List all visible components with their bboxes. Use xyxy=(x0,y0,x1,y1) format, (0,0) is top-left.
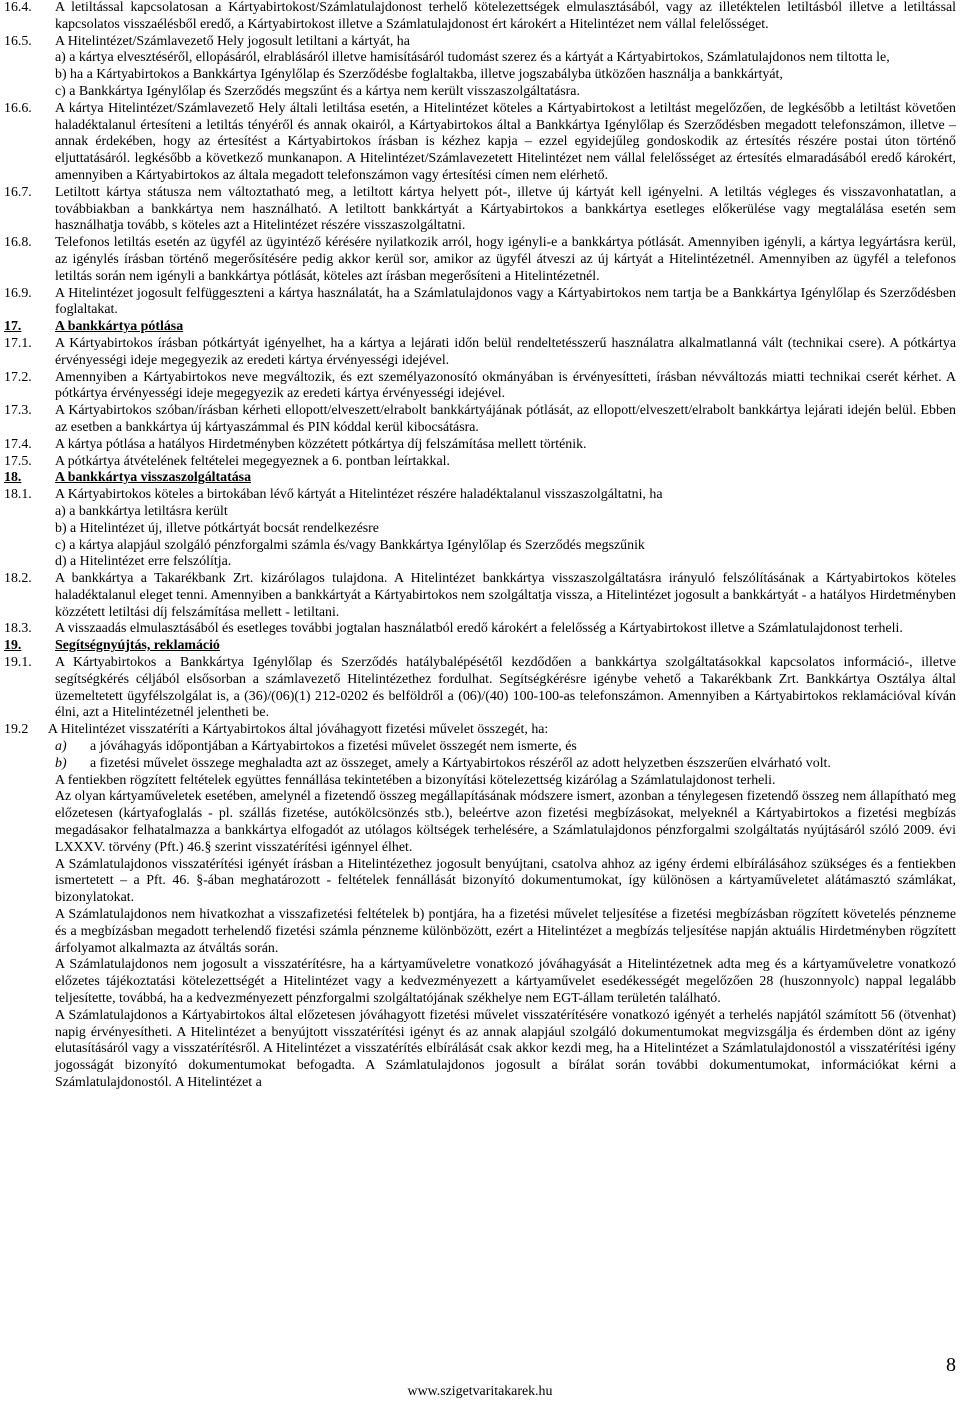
paragraph-text: Telefonos letiltás esetén az ügyfél az ügyintéző kérésére nyilatkozik arról, hogy igényli-e a bankkártya pótlását. Amennyiben igényli, a kártya legyártásra kerül, az igénylés írásban történő megerősítésére pedig akkor kerül sor, amikor az ügyfél átveszi az új kártyát a Hitelintézetnél. Amennyiben az ügyfél a telefonos letiltás során nem igényli a bankkártya pótlását, köteles azt írásban megerősíteni a Hitelintézetnél. xyxy=(55,235,956,284)
paragraph-19-2-text-3 xyxy=(0,857,960,907)
section-number: 19.2 xyxy=(4,722,29,738)
section-number: 18.3. xyxy=(4,621,32,637)
paragraph-19-2-text-5 xyxy=(0,957,960,1007)
section-number: 17.5. xyxy=(4,453,32,469)
section-heading-17 xyxy=(0,319,960,336)
section-number: 17. xyxy=(4,319,22,335)
section-number: 19. xyxy=(4,638,22,654)
paragraph-17-2 xyxy=(0,370,960,404)
list-text: a fizetési művelet összege meghaladta azt az összeget, amely a Kártyabirtokos részéről az adott helyzetben észszerűen elvárható volt. xyxy=(90,755,831,771)
paragraph-text: A Kártyabirtokos szóban/írásban kérheti ellopott/elveszett/elrabolt bankkártyájának pótlását, az ellopott/elveszett/elrabolt bankkártya lejárati idején belül. Ebben az esetben a bankkártya új kártyaszámmal és PIN kóddal kerül kibocsátásra. xyxy=(55,403,956,435)
list-item-c: c) a Bankkártya Igénylőlap és Szerződés megszűnt és a kártya nem került visszaszolgáltatásra. xyxy=(55,83,580,99)
paragraph-text: A Hitelintézet jogosult felfüggeszteni a kártya használatát, ha a Számlatulajdonos vagy a Kártyabirtokos nem tartja be a Bankkártya Igénylőlap és Szerződésben foglaltakat. xyxy=(55,285,956,318)
section-number: 17.1. xyxy=(4,335,32,351)
paragraph-text: A kártya Hitelintézet/Számlavezető Hely általi letiltása esetén, a Hitelintézet köteles a Kártyabirtokost a letiltást megelőzően, de legkésőbb a letiltást követően haladéktalanul értesíteni a letiltás tényéről és annak okairól, a Kártyabirtokos által a Bankkártya Igénylőlap és Szerződésben megadott telefonszámon, illetve – annak érdekében, hogy az értesítést a Kártyabirtokos írásban is kézhez kapja – ezzel egyidejűleg gondoskodik az értesítés részére postai úton történő eljuttatásáról. legkésőbb a következő munkanapon. A Hitelintézet/Számlavezetett Hitelintézet nem vállal felelősséget az értesítés elmaradásából eredő károkért, amennyiben a Kártyabirtokos az általa megadott telefonszámon vagy értesítési címen nem elérhető. xyxy=(55,100,956,183)
paragraph-text: A Számlatulajdonos a Kártyabirtokos által előzetesen jóváhagyott fizetési művelet visszatérítésére vonatkozó igényét a terhelés napjától számított 56 (ötvenhat) napig érvényesítheti. A Hitelintézet a benyújtott visszatérítési igényt és az annak alapjául szolgáló dokumentumokat megvizsgálja és érdemben dönt az igény elutasításáról vagy a visszatérítésről. A Hitelintézet a visszatérítés elbírálását csak akkor kezdi meg, ha a Hitelintézet a Számlatulajdonostól a visszatérítési igény jogosságát bizonyító dokumentumokat befogadta. A Számlatulajdonos jogosult a bírálat során további dokumentumokat, információkat kérni a Számlatulajdonostól. A Hitelintézet a xyxy=(55,1007,956,1090)
paragraph-17-5 xyxy=(0,454,960,471)
paragraph-18-2 xyxy=(0,571,960,621)
paragraph-text: A bankkártya a Takarékbank Zrt. kizárólagos tulajdona. A Hitelintézet bankkártya visszaszolgáltatásra irányuló felszólításának a Kártyabirtokos köteles haladéktalanul eleget tenni. Amennyiben a bankkártyát a Kártyabirtokos nem szolgáltatja vissza, a Hitelintézet jogosult a bankkártyát - a hatályos Hirdetményben közzétett letiltási díj felszámítása mellett - letiltani. xyxy=(55,571,956,620)
page-number: 8 xyxy=(946,1354,956,1376)
section-title: Segítségnyújtás, reklamáció xyxy=(55,638,220,654)
paragraph-text: Amennyiben a Kártyabirtokos neve megváltozik, és ezt személyazonosító okmányában is érvényesítteti, írásban névváltozás miatti technikai cserét kérhet. A pótkártya érvényességi ideje megegyezik az eredeti kártya érvényességi idejével. xyxy=(55,369,956,402)
section-title: A bankkártya pótlása xyxy=(55,319,184,335)
paragraph-text: A pótkártya átvételének feltételei megegyeznek a 6. pontban leírtakkal. xyxy=(55,453,450,469)
paragraph-text: A Hitelintézet visszatéríti a Kártyabirtokos által jóváhagyott fizetési művelet összegét, ha: xyxy=(48,722,549,738)
list-text: a jóváhagyás időpontjában a Kártyabirtokos a fizetési művelet összegét nem ismerte, és xyxy=(90,739,577,755)
section-number: 17.2. xyxy=(4,369,32,385)
section-number: 16.8. xyxy=(4,235,32,251)
section-number: 17.4. xyxy=(4,436,32,452)
list-label: b) xyxy=(55,755,67,771)
paragraph-19-2-text-2 xyxy=(0,789,960,856)
paragraph-19-2-text-4 xyxy=(0,907,960,957)
paragraph-text: A Kártyabirtokos köteles a birtokában lévő kártyát a Hitelintézet részére haladéktalanul visszaszolgáltatni, ha xyxy=(55,487,663,503)
list-item-c: c) a kártya alapjául szolgáló pénzforgalmi számla és/vagy Bankkártya Igénylőlap és Szerződés megszűnik xyxy=(55,537,645,553)
section-number: 18. xyxy=(4,470,22,486)
paragraph-text: A Számlatulajdonos nem jogosult a visszatérítésre, ha a kártyaműveletre vonatkozó jóváhagyását a Hitelintézetnek adta meg és a kártyaműveletre vonatkozó előzetes tájékoztatási kötelezettségét a Hitelintézet vagy a kedvezményezett a kártyaművelet esedékességét megelőzően 28 (huszonnyolc) nappal legalább teljesítette, továbbá, ha a kedvezményezett pénzforgalmi szolgáltatójának székhelye nem EGT-állam területén található. xyxy=(55,957,956,1007)
paragraph-text: A Számlatulajdonos nem hivatkozhat a visszafizetési feltételek b) pontjára, ha a fizetési művelet teljesítése a fizetési megbízásban rögzített követelés pénzneme és a megbízásban megadott terhelendő fizetési számla pénzneme különbözött, ezért a Hitelintézet a megbízás teljesítése napján aktuális Hirdetményben rögzített árfolyamot alkalmazta az átváltás során. xyxy=(55,907,956,956)
section-number: 18.2. xyxy=(4,571,32,587)
paragraph-19-1 xyxy=(0,655,960,722)
paragraph-17-1 xyxy=(0,336,960,370)
paragraph-16-4 xyxy=(0,0,960,34)
list-item-b: b) ha a Kártyabirtokos a Bankkártya Igénylőlap és Szerződésbe foglaltakba, illetve jogszabályba ütközően használja a bankkártyát, xyxy=(55,67,783,83)
section-number: 16.9. xyxy=(4,285,32,301)
section-number: 16.4. xyxy=(4,0,32,15)
paragraph-text: A fentiekben rögzített feltételek együttes fennállása tekintetében a bizonyítási kötelezettség kizárólag a Számlatulajdonost terheli. xyxy=(55,772,776,788)
paragraph-text: A Kártyabirtokos írásban pótkártyát igényelhet, ha a kártya a lejárati időn belül rendeltetésszerű használatra alkalmatlanná vált (technikai csere). A pótkártya érvényességi ideje megegyezik az eredeti kártya érvényességi idejével. xyxy=(55,335,956,368)
paragraph-text: A Kártyabirtokos a Bankkártya Igénylőlap és Szerződés hatálybalépésétől kezdődően a bankkártya szolgáltatásokkal kapcsolatos információ-, illetve segítségkérés céljából elsősorban a számlavezető Hitelintézethez fordulhat. Segítségkérésre igénybe vehető a Takarékbank Zrt. Bankkártya Osztálya által üzemeltetett ügyfélszolgálat is, a (36)/(06)(1) 212-0202 és belföldről a (06)/(40) 100-100-as telefonszámon. Amennyiben a Kártyabirtokos reklamációval kíván élni, azt a Hitelintézetnél jelentheti be. xyxy=(55,655,956,721)
paragraph-19-2 xyxy=(0,722,960,739)
section-number: 17.3. xyxy=(4,403,32,419)
paragraph-text: A Számlatulajdonos visszatérítési igényét írásban a Hitelintézethez jogosult benyújtani, csatolva ahhoz az igény érdemi elbírálásához szükséges és a fentiekben ismertetett – a Pft. 46. §-ában meghatározott - feltételek fennállását bizonyító dokumentumokat, így különösen a kártyaműveletet alátámasztó számlákat, bizonylatokat. xyxy=(55,856,956,906)
paragraph-19-2-text-1 xyxy=(0,773,960,790)
paragraph-17-4 xyxy=(0,437,960,454)
paragraph-text: Letiltott kártya státusza nem változtatható meg, a letiltott kártya helyett pót-, illetve új kártyát kell igényelni. A letiltás végleges és visszavonhatatlan, a továbbiakban a bankkártya nem használható. A letiltott bankkártyát a Kártyabirtokos a bankkártya esetleges előkerülése vagy megtalálása esetén sem használhatja tovább, s köteles azt a Hitelintézet részére visszaszolgáltatni. xyxy=(55,184,956,234)
section-number: 16.7. xyxy=(4,184,32,200)
list-item-a: a) a bankkártya letiltásra került xyxy=(55,503,228,519)
section-number: 16.5. xyxy=(4,33,32,49)
paragraph-text: A letiltással kapcsolatosan a Kártyabirtokost/Számlatulajdonost terhelő kötelezettségek elmulasztásából, vagy az illetéktelen letiltásból illetve a letiltással kapcsolatos visszaélésből eredő, a Kártyabirtokost illetve a Számlatulajdonost ért károkért a Hitelintézet nem vállal felelősséget. xyxy=(55,0,956,32)
paragraph-19-2-text-6 xyxy=(0,1008,960,1092)
paragraph-16-7 xyxy=(0,185,960,235)
section-heading-18 xyxy=(0,470,960,487)
paragraph-16-6 xyxy=(0,101,960,185)
paragraph-16-8 xyxy=(0,235,960,285)
section-number: 19.1. xyxy=(4,655,32,671)
paragraph-text: A visszaadás elmulasztásából és esetleges további jogtalan használatból eredő károkért a felelősség a Kártyabirtokost illetve a Számlatulajdonost terheli. xyxy=(55,621,903,637)
paragraph-18-1 xyxy=(0,487,960,571)
paragraph-17-3 xyxy=(0,403,960,437)
paragraph-18-3 xyxy=(0,621,960,638)
paragraph-text: A kártya pótlása a hatályos Hirdetményben közzétett pótkártya díj felszámítása mellett történik. xyxy=(55,436,587,452)
list-item-b: b) a Hitelintézet új, illetve pótkártyát bocsát rendelkezésre xyxy=(55,520,379,536)
paragraph-text: Az olyan kártyaműveletek esetében, amelynél a fizetendő összeg megállapításának módszere ismert, azonban a ténylegesen fizetendő összeg nem állapítható meg előzetesen (kártyafoglalás - pl. szállás fizetése, autókölcsönzés stb.), beleértve azon fizetési megbízásokat, melyeknél a Kártyabirtokos a fizetési megbízás megadásakor felhatalmazza a bankkártya elfogadót az utólagos költségek terhelésére, a Számlatulajdonos pénzforgalmi szolgáltatás nyújtásáról szóló 2009. évi LXXXV. törvény (Pft.) 46.§ szerint visszatérítési igénnyel élhet. xyxy=(55,789,956,855)
list-item-a: a) a kártya elvesztéséről, ellopásáról, elrablásáról illetve hamisításáról tudomást szerez és a kártyát a Kártyabirtokos, Számlatulajdonos nem tiltotta le, xyxy=(55,50,890,66)
section-heading-19 xyxy=(0,638,960,655)
list-label: a) xyxy=(55,739,67,755)
section-title: A bankkártya visszaszolgáltatása xyxy=(55,470,252,486)
footer-url: www.szigetvaritakarek.hu xyxy=(407,1384,553,1399)
paragraph-text: A Hitelintézet/Számlavezető Hely jogosult letiltani a kártyát, ha xyxy=(55,33,410,49)
section-number: 18.1. xyxy=(4,487,32,503)
list-item-d: d) a Hitelintézet erre felszólítja. xyxy=(55,554,232,570)
list-item-a xyxy=(0,739,960,756)
paragraph-16-5 xyxy=(0,34,960,101)
list-item-b xyxy=(0,756,960,773)
paragraph-16-9 xyxy=(0,286,960,320)
section-number: 16.6. xyxy=(4,100,32,116)
